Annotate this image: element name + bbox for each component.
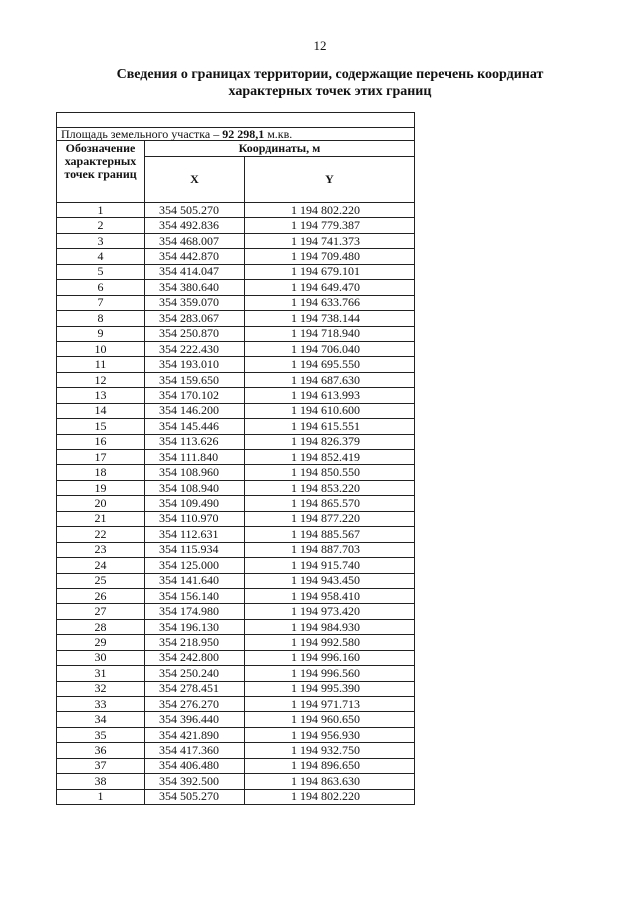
y-coordinate: 1 194 943.450 bbox=[245, 573, 415, 588]
table-row bbox=[57, 712, 415, 727]
header-x: X bbox=[145, 156, 245, 203]
point-number: 38 bbox=[57, 774, 145, 789]
table-row bbox=[57, 295, 415, 310]
point-number: 19 bbox=[57, 480, 145, 495]
x-coordinate: 354 406.480 bbox=[145, 758, 245, 773]
x-coordinate: 354 170.102 bbox=[145, 388, 245, 403]
blank-row bbox=[57, 113, 415, 128]
x-coordinate: 354 421.890 bbox=[145, 727, 245, 742]
table-row bbox=[57, 697, 415, 712]
y-coordinate: 1 194 779.387 bbox=[245, 218, 415, 233]
point-number: 8 bbox=[57, 311, 145, 326]
y-coordinate: 1 194 679.101 bbox=[245, 264, 415, 279]
table-row bbox=[57, 496, 415, 511]
x-coordinate: 354 112.631 bbox=[145, 527, 245, 542]
table-row bbox=[57, 558, 415, 573]
y-coordinate: 1 194 826.379 bbox=[245, 434, 415, 449]
table-row bbox=[57, 758, 415, 773]
point-number: 37 bbox=[57, 758, 145, 773]
point-number: 26 bbox=[57, 588, 145, 603]
x-coordinate: 354 283.067 bbox=[145, 311, 245, 326]
y-coordinate: 1 194 992.580 bbox=[245, 635, 415, 650]
x-coordinate: 354 218.950 bbox=[145, 635, 245, 650]
y-coordinate: 1 194 973.420 bbox=[245, 604, 415, 619]
x-coordinate: 354 417.360 bbox=[145, 743, 245, 758]
table-row bbox=[57, 372, 415, 387]
point-number: 5 bbox=[57, 264, 145, 279]
x-coordinate: 354 113.626 bbox=[145, 434, 245, 449]
x-coordinate: 354 468.007 bbox=[145, 233, 245, 248]
point-number: 27 bbox=[57, 604, 145, 619]
table-row bbox=[57, 233, 415, 248]
y-coordinate: 1 194 960.650 bbox=[245, 712, 415, 727]
point-number: 34 bbox=[57, 712, 145, 727]
y-coordinate: 1 194 738.144 bbox=[245, 311, 415, 326]
y-coordinate: 1 194 896.650 bbox=[245, 758, 415, 773]
y-coordinate: 1 194 853.220 bbox=[245, 480, 415, 495]
x-coordinate: 354 193.010 bbox=[145, 357, 245, 372]
point-number: 31 bbox=[57, 666, 145, 681]
y-coordinate: 1 194 996.160 bbox=[245, 650, 415, 665]
point-number: 15 bbox=[57, 419, 145, 434]
table-row bbox=[57, 542, 415, 557]
y-coordinate: 1 194 615.551 bbox=[245, 419, 415, 434]
x-coordinate: 354 125.000 bbox=[145, 558, 245, 573]
x-coordinate: 354 108.960 bbox=[145, 465, 245, 480]
point-number: 36 bbox=[57, 743, 145, 758]
y-coordinate: 1 194 877.220 bbox=[245, 511, 415, 526]
x-coordinate: 354 392.500 bbox=[145, 774, 245, 789]
table-row bbox=[57, 604, 415, 619]
x-coordinate: 354 196.130 bbox=[145, 619, 245, 634]
title-line-2: характерных точек этих границ bbox=[228, 84, 432, 99]
header-y: Y bbox=[245, 156, 415, 203]
y-coordinate: 1 194 971.713 bbox=[245, 697, 415, 712]
table-row bbox=[57, 403, 415, 418]
y-coordinate: 1 194 863.630 bbox=[245, 774, 415, 789]
x-coordinate: 354 146.200 bbox=[145, 403, 245, 418]
point-number: 22 bbox=[57, 527, 145, 542]
x-coordinate: 354 396.440 bbox=[145, 712, 245, 727]
y-coordinate: 1 194 802.220 bbox=[245, 203, 415, 218]
x-coordinate: 354 156.140 bbox=[145, 588, 245, 603]
table-row bbox=[57, 527, 415, 542]
point-number: 17 bbox=[57, 450, 145, 465]
x-coordinate: 354 109.490 bbox=[145, 496, 245, 511]
table-row bbox=[57, 280, 415, 295]
table-row bbox=[57, 480, 415, 495]
table-row bbox=[57, 311, 415, 326]
y-coordinate: 1 194 709.480 bbox=[245, 249, 415, 264]
table-row bbox=[57, 465, 415, 480]
table-row bbox=[57, 619, 415, 634]
x-coordinate: 354 110.970 bbox=[145, 511, 245, 526]
y-coordinate: 1 194 915.740 bbox=[245, 558, 415, 573]
y-coordinate: 1 194 995.390 bbox=[245, 681, 415, 696]
y-coordinate: 1 194 695.550 bbox=[245, 357, 415, 372]
y-coordinate: 1 194 610.600 bbox=[245, 403, 415, 418]
x-coordinate: 354 242.800 bbox=[145, 650, 245, 665]
table-row bbox=[57, 388, 415, 403]
x-coordinate: 354 380.640 bbox=[145, 280, 245, 295]
table-row bbox=[57, 743, 415, 758]
x-coordinate: 354 222.430 bbox=[145, 341, 245, 356]
point-number: 20 bbox=[57, 496, 145, 511]
table-row bbox=[57, 650, 415, 665]
area-unit: м.кв. bbox=[267, 127, 293, 141]
x-coordinate: 354 276.270 bbox=[145, 697, 245, 712]
table-row bbox=[57, 249, 415, 264]
x-coordinate: 354 414.047 bbox=[145, 264, 245, 279]
point-number: 6 bbox=[57, 280, 145, 295]
table-row bbox=[57, 264, 415, 279]
x-coordinate: 354 250.870 bbox=[145, 326, 245, 341]
document-title bbox=[60, 66, 600, 100]
point-number: 33 bbox=[57, 697, 145, 712]
point-number: 25 bbox=[57, 573, 145, 588]
point-number: 29 bbox=[57, 635, 145, 650]
table-row bbox=[57, 218, 415, 233]
x-coordinate: 354 359.070 bbox=[145, 295, 245, 310]
y-coordinate: 1 194 865.570 bbox=[245, 496, 415, 511]
y-coordinate: 1 194 850.550 bbox=[245, 465, 415, 480]
table-row bbox=[57, 789, 415, 804]
point-number: 28 bbox=[57, 619, 145, 634]
table-row bbox=[57, 357, 415, 372]
y-coordinate: 1 194 649.470 bbox=[245, 280, 415, 295]
y-coordinate: 1 194 932.750 bbox=[245, 743, 415, 758]
point-number: 16 bbox=[57, 434, 145, 449]
y-coordinate: 1 194 956.930 bbox=[245, 727, 415, 742]
coordinates-rows bbox=[57, 203, 415, 805]
x-coordinate: 354 278.451 bbox=[145, 681, 245, 696]
y-coordinate: 1 194 887.703 bbox=[245, 542, 415, 557]
y-coordinate: 1 194 613.993 bbox=[245, 388, 415, 403]
y-coordinate: 1 194 885.567 bbox=[245, 527, 415, 542]
x-coordinate: 354 505.270 bbox=[145, 203, 245, 218]
point-number: 4 bbox=[57, 249, 145, 264]
table-row bbox=[57, 419, 415, 434]
y-coordinate: 1 194 687.630 bbox=[245, 372, 415, 387]
point-number: 3 bbox=[57, 233, 145, 248]
table-row bbox=[57, 450, 415, 465]
x-coordinate: 354 145.446 bbox=[145, 419, 245, 434]
y-coordinate: 1 194 852.419 bbox=[245, 450, 415, 465]
page-number: 12 bbox=[313, 38, 327, 53]
table-row bbox=[57, 434, 415, 449]
point-number: 18 bbox=[57, 465, 145, 480]
table-row bbox=[57, 774, 415, 789]
point-number: 12 bbox=[57, 372, 145, 387]
point-number: 23 bbox=[57, 542, 145, 557]
area-row bbox=[57, 128, 415, 141]
table-row bbox=[57, 511, 415, 526]
x-coordinate: 354 111.840 bbox=[145, 450, 245, 465]
table-row bbox=[57, 635, 415, 650]
y-coordinate: 1 194 802.220 bbox=[245, 789, 415, 804]
table-row bbox=[57, 727, 415, 742]
y-coordinate: 1 194 984.930 bbox=[245, 619, 415, 634]
y-coordinate: 1 194 718.940 bbox=[245, 326, 415, 341]
y-coordinate: 1 194 633.766 bbox=[245, 295, 415, 310]
header-point-designation: Обозначение характерных точек границ bbox=[57, 141, 145, 203]
y-coordinate: 1 194 958.410 bbox=[245, 588, 415, 603]
point-number: 32 bbox=[57, 681, 145, 696]
point-number: 11 bbox=[57, 357, 145, 372]
point-number: 14 bbox=[57, 403, 145, 418]
point-number: 1 bbox=[57, 789, 145, 804]
point-number: 24 bbox=[57, 558, 145, 573]
x-coordinate: 354 442.870 bbox=[145, 249, 245, 264]
point-number: 9 bbox=[57, 326, 145, 341]
x-coordinate: 354 108.940 bbox=[145, 480, 245, 495]
area-label: Площадь земельного участка – bbox=[61, 127, 220, 141]
point-number: 21 bbox=[57, 511, 145, 526]
y-coordinate: 1 194 706.040 bbox=[245, 341, 415, 356]
table-row bbox=[57, 203, 415, 218]
header-coordinates: Координаты, м bbox=[145, 141, 415, 157]
table-row bbox=[57, 573, 415, 588]
point-number: 1 bbox=[57, 203, 145, 218]
x-coordinate: 354 141.640 bbox=[145, 573, 245, 588]
point-number: 2 bbox=[57, 218, 145, 233]
x-coordinate: 354 505.270 bbox=[145, 789, 245, 804]
x-coordinate: 354 492.836 bbox=[145, 218, 245, 233]
title-line-1: Сведения о границах территории, содержащие перечень координат bbox=[116, 67, 544, 82]
point-number: 13 bbox=[57, 388, 145, 403]
area-value: 92 298,1 bbox=[222, 127, 265, 141]
x-coordinate: 354 115.934 bbox=[145, 542, 245, 557]
y-coordinate: 1 194 741.373 bbox=[245, 233, 415, 248]
point-number: 10 bbox=[57, 341, 145, 356]
x-coordinate: 354 250.240 bbox=[145, 666, 245, 681]
table-row bbox=[57, 588, 415, 603]
y-coordinate: 1 194 996.560 bbox=[245, 666, 415, 681]
table-row bbox=[57, 341, 415, 356]
x-coordinate: 354 174.980 bbox=[145, 604, 245, 619]
point-number: 30 bbox=[57, 650, 145, 665]
point-number: 7 bbox=[57, 295, 145, 310]
coordinates-table bbox=[56, 112, 415, 805]
point-number: 35 bbox=[57, 727, 145, 742]
table-row bbox=[57, 681, 415, 696]
table-row bbox=[57, 326, 415, 341]
x-coordinate: 354 159.650 bbox=[145, 372, 245, 387]
table-row bbox=[57, 666, 415, 681]
